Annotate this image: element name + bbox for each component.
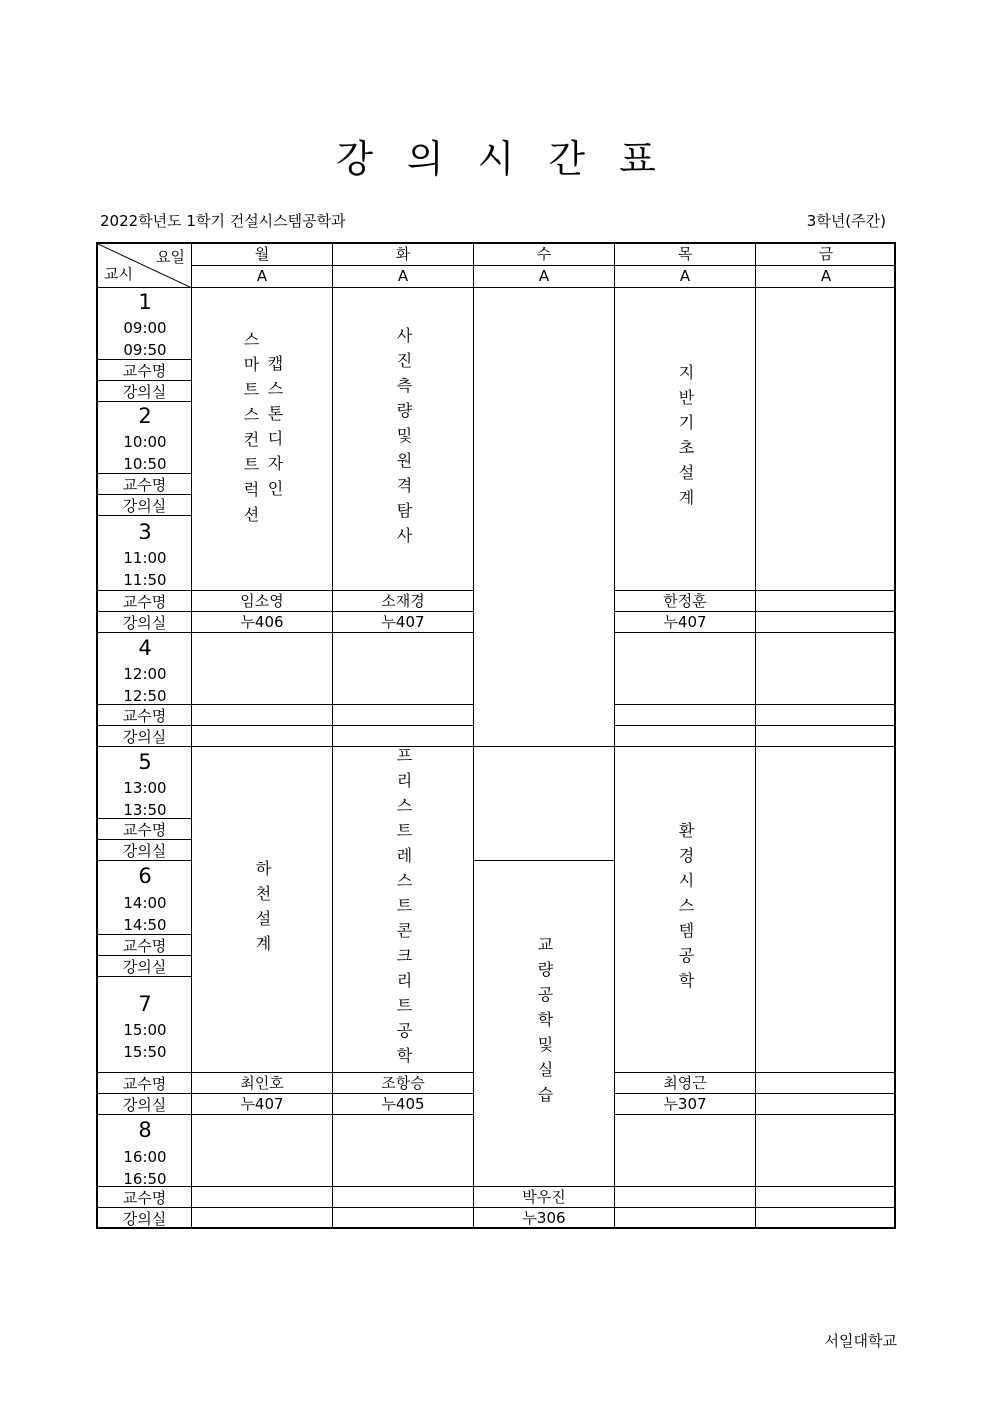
room-label: 강의실: [98, 612, 192, 633]
room-label: 강의실: [98, 1094, 192, 1115]
empty-slot: [474, 288, 615, 747]
room-label: 강의실: [98, 381, 192, 402]
prof-value: 조항승: [333, 1073, 474, 1094]
title-char: 강: [336, 137, 373, 181]
period-start: 14:00: [123, 894, 167, 912]
day-header: 목: [615, 244, 756, 266]
prof-value: [615, 705, 756, 726]
day-header: 월: [192, 244, 333, 266]
room-value: [615, 726, 756, 747]
prof-label: 교수명: [98, 819, 192, 840]
room-value: 누406: [192, 612, 333, 633]
room-value: [192, 1208, 333, 1229]
period-block: [98, 747, 192, 819]
period-start: 16:00: [123, 1148, 167, 1166]
title-char: 간: [548, 137, 586, 181]
prof-value: [756, 591, 896, 612]
course-tue-am: [333, 288, 474, 591]
period-end: 14:50: [123, 916, 167, 934]
room-value: 누405: [333, 1094, 474, 1115]
room-value: [615, 1208, 756, 1229]
period-block: [98, 861, 192, 935]
room-value: 누407: [615, 612, 756, 633]
prof-value: [333, 705, 474, 726]
prof-value: 박우진: [474, 1187, 615, 1208]
prof-label: 교수명: [98, 935, 192, 956]
period-start: 11:00: [123, 549, 167, 567]
course-name: 프리스트레스트콘크리트공학: [394, 747, 413, 1072]
course-name: 사진측량및원격탐사: [394, 326, 413, 552]
period-end: 15:50: [123, 1043, 167, 1061]
empty-slot: [474, 747, 615, 861]
class-section: A: [192, 266, 333, 288]
period-number: 7: [138, 992, 152, 1016]
class-section: A: [615, 266, 756, 288]
period-number: 8: [138, 1118, 152, 1142]
course-name: 하천설계: [253, 859, 272, 960]
room-value: [756, 726, 896, 747]
school-name: 서일대학교: [824, 1332, 897, 1350]
empty-slot: [615, 633, 756, 705]
period-block: [98, 516, 192, 591]
course-tue-pm: [333, 747, 474, 1073]
room-value: 누407: [333, 612, 474, 633]
semester-department: 2022학년도 1학기 건설시스템공학과: [100, 212, 346, 230]
day-header: 금: [756, 244, 896, 266]
prof-value: [192, 705, 333, 726]
period-block: [98, 633, 192, 705]
empty-slot: [756, 1115, 896, 1187]
prof-value: [333, 1187, 474, 1208]
course-name: 캡스톤디자인: [265, 355, 284, 505]
course-name: 환경시스템공학: [676, 822, 695, 997]
period-start: 15:00: [123, 1021, 167, 1039]
period-number: 4: [138, 636, 152, 660]
timetable: [96, 242, 896, 1229]
day-header: 수: [474, 244, 615, 266]
period-end: 12:50: [123, 687, 167, 705]
empty-slot: [615, 1115, 756, 1187]
period-block: [98, 977, 192, 1073]
period-end: 11:50: [123, 571, 167, 589]
period-start: 10:00: [123, 433, 167, 451]
period-end: 10:50: [123, 455, 167, 473]
prof-label: 교수명: [98, 1073, 192, 1094]
period-block: [98, 402, 192, 474]
prof-label: 교수명: [98, 591, 192, 612]
room-value: [333, 726, 474, 747]
room-value: [192, 726, 333, 747]
room-label: 강의실: [98, 1208, 192, 1229]
empty-slot: [333, 633, 474, 705]
room-label: 강의실: [98, 956, 192, 977]
empty-slot: [756, 633, 896, 705]
period-block: [98, 288, 192, 360]
period-end: 13:50: [123, 801, 167, 819]
course-thu-pm: [615, 747, 756, 1073]
period-number: 6: [138, 864, 152, 888]
prof-value: 최영근: [615, 1073, 756, 1094]
day-label: 요일: [156, 248, 185, 266]
period-start: 13:00: [123, 779, 167, 797]
room-value: 누407: [192, 1094, 333, 1115]
class-section: A: [756, 266, 896, 288]
prof-label: 교수명: [98, 360, 192, 381]
empty-slot: [192, 1115, 333, 1187]
empty-slot: [192, 633, 333, 705]
room-label: 강의실: [98, 726, 192, 747]
empty-slot: [333, 1115, 474, 1187]
title-char: 의: [406, 137, 444, 181]
period-number: 3: [138, 520, 152, 544]
class-section: A: [333, 266, 474, 288]
prof-label: 교수명: [98, 1187, 192, 1208]
course-mon-pm: [192, 747, 333, 1073]
room-value: [756, 1208, 896, 1229]
day-header: 화: [333, 244, 474, 266]
room-value: [333, 1208, 474, 1229]
room-label: 강의실: [98, 495, 192, 516]
course-thu-am: [615, 288, 756, 591]
prof-value: [615, 1187, 756, 1208]
period-block: [98, 1115, 192, 1187]
period-number: 1: [138, 290, 152, 314]
title-char: 표: [619, 137, 656, 181]
prof-label: 교수명: [98, 474, 192, 495]
period-number: 2: [138, 404, 152, 428]
prof-value: 임소영: [192, 591, 333, 612]
prof-value: [192, 1187, 333, 1208]
class-section: A: [474, 266, 615, 288]
course-mon-am: [192, 288, 333, 591]
header-corner: [98, 244, 192, 288]
grade-info: 3학년(주간): [806, 212, 886, 230]
period-label: 교시: [104, 265, 133, 283]
prof-label: 교수명: [98, 705, 192, 726]
period-start: 12:00: [123, 665, 167, 683]
prof-value: [756, 1187, 896, 1208]
room-value: 누306: [474, 1208, 615, 1229]
prof-value: 한정훈: [615, 591, 756, 612]
room-value: [756, 1094, 896, 1115]
course-wed-pm: [474, 861, 615, 1187]
room-value: 누307: [615, 1094, 756, 1115]
period-start: 09:00: [123, 319, 167, 337]
title-char: 시: [477, 137, 515, 181]
room-value: [756, 612, 896, 633]
course-name: 스마트스컨트럭션: [241, 331, 260, 531]
empty-slot: [756, 288, 896, 591]
prof-value: [756, 705, 896, 726]
page-title: [0, 128, 992, 183]
period-end: 09:50: [123, 341, 167, 359]
period-number: 5: [138, 750, 152, 774]
course-name: 교량공학및실습: [535, 936, 554, 1111]
prof-value: 최인호: [192, 1073, 333, 1094]
room-label: 강의실: [98, 840, 192, 861]
empty-slot: [756, 747, 896, 1073]
period-end: 16:50: [123, 1170, 167, 1188]
prof-value: [756, 1073, 896, 1094]
prof-value: 소재경: [333, 591, 474, 612]
course-name: 지반기초설계: [676, 364, 695, 514]
